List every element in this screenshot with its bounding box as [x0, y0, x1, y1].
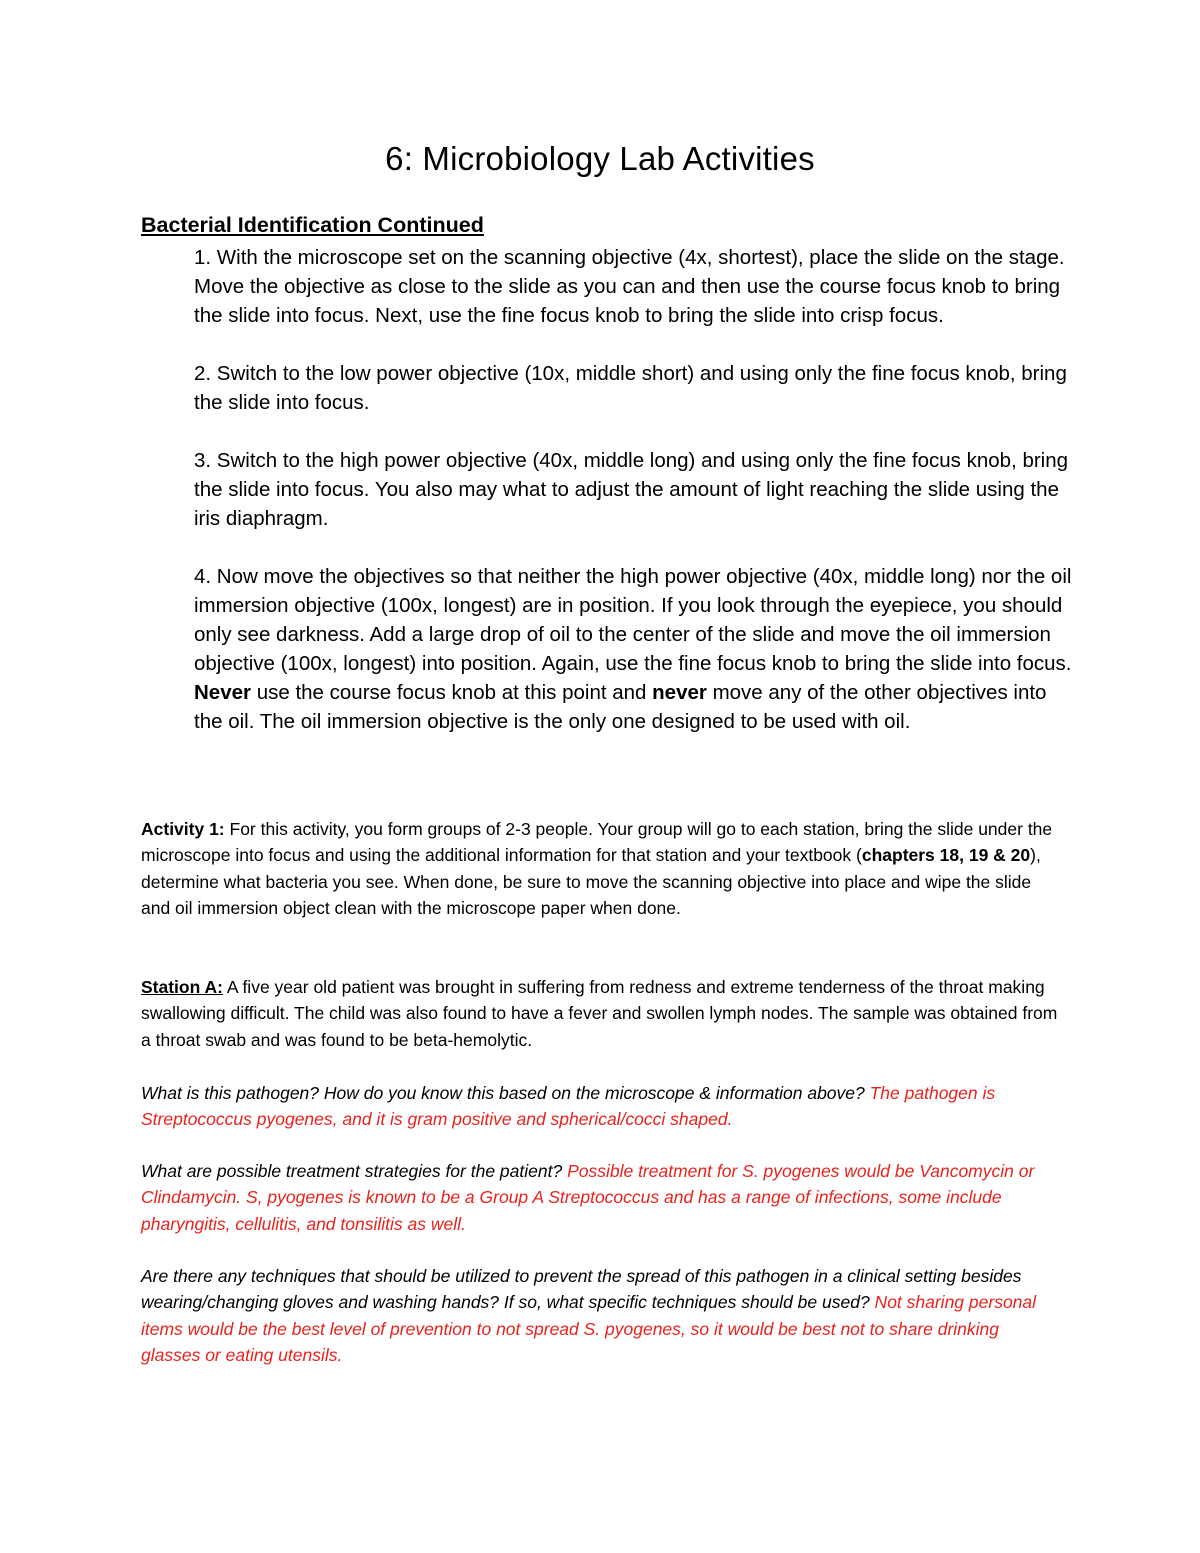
answer-1-text: The pathogen is Streptococcus pyogenes, and it is gram positive and spherical/cocci shaped.: [141, 1083, 996, 1130]
question-3-text: Are there any techniques that should be utilized to prevent the spread of this pathogen in a clinical setting besides wearing/changing gloves and washing hands? If so, what specific techniques should be used?: [141, 1266, 1022, 1313]
activity-paragraph: [141, 816, 1061, 921]
step-4-text-c: move any of the other objectives into the oil. The oil immersion objective is the only one designed to be used with oil.: [194, 681, 1047, 733]
question-1: [141, 1080, 1061, 1133]
answer-3-text: Not sharing personal items would be the best level of prevention to not spread S. pyogenes, so it would be best not to share drinking glasses or eating utensils.: [141, 1292, 1037, 1365]
step-4-text-a: 4. Now move the objectives so that neither the high power objective (40x, middle long) nor the oil immersion objective (100x, longest) are in position. If you look through the eyepiece, you should only see darkness. Add a large drop of oil to the center of the slide and move the oil immersion objective (100x, longest) into position. Again, use the fine focus knob to bring the slide into focus.: [194, 565, 1072, 675]
step-3-text: 3. Switch to the high power objective (40x, middle long) and using only the fine focus knob, bring the slide into focus. You also may what to adjust the amount of light reaching the slide using the iris diaphragm.: [194, 449, 1069, 530]
question-2: [141, 1158, 1061, 1237]
step-2-text: 2. Switch to the low power objective (10x, middle short) and using only the fine focus knob, bring the slide into focus.: [194, 362, 1067, 414]
step-4: [194, 562, 1074, 736]
question-1-text: What is this pathogen? How do you know this based on the microscope & information above?: [141, 1083, 865, 1103]
question-3: [141, 1263, 1061, 1368]
station-label: Station A:: [141, 977, 223, 997]
step-4-never-bold: Never: [194, 681, 251, 704]
page-title: 6: Microbiology Lab Activities: [385, 140, 815, 177]
step-1: [194, 243, 1074, 330]
section-heading: Bacterial Identification Continued: [141, 213, 484, 237]
step-1-text: 1. With the microscope set on the scanning objective (4x, shortest), place the slide on the stage. Move the objective as close to the slide as you can and then use the course focus knob to bring the slide into focus. Next, use the fine focus knob to bring the slide into crisp focus.: [194, 246, 1065, 327]
station-a-paragraph: [141, 974, 1061, 1053]
step-3: [194, 446, 1074, 533]
activity-label: Activity 1:: [141, 819, 225, 839]
station-text: A five year old patient was brought in suffering from redness and extreme tenderness of the throat making swallowing difficult. The child was also found to have a fever and swollen lymph nodes. The sample was obtained from a throat swab and was found to be beta-hemolytic.: [141, 977, 1058, 1050]
activity-chapters: chapters 18, 19 & 20: [861, 845, 1031, 866]
activity-text-a: For this activity, you form groups of 2-3 people. Your group will go to each station, bring the slide under the microscope into focus and using the additional information for that station and your textbook (: [141, 819, 1053, 866]
question-2-text: What are possible treatment strategies for the patient?: [141, 1161, 563, 1181]
step-2: [194, 359, 1074, 417]
answer-2-text: Possible treatment for S. pyogenes would be Vancomycin or Clindamycin. S, pyogenes is known to be a Group A Streptococcus and has a range of infections, some include pharyngitis, cellulitis, and tonsilitis as well.: [141, 1161, 1035, 1234]
procedure-steps: [194, 243, 1074, 765]
step-4-never-bold-2: never: [652, 681, 707, 704]
activity-text-b: ), determine what bacteria you see. When done, be sure to move the scanning objective into place and wipe the slide and oil immersion object clean with the microscope paper when done.: [141, 845, 1041, 918]
step-4-text-b: use the course focus knob at this point and: [251, 681, 653, 704]
